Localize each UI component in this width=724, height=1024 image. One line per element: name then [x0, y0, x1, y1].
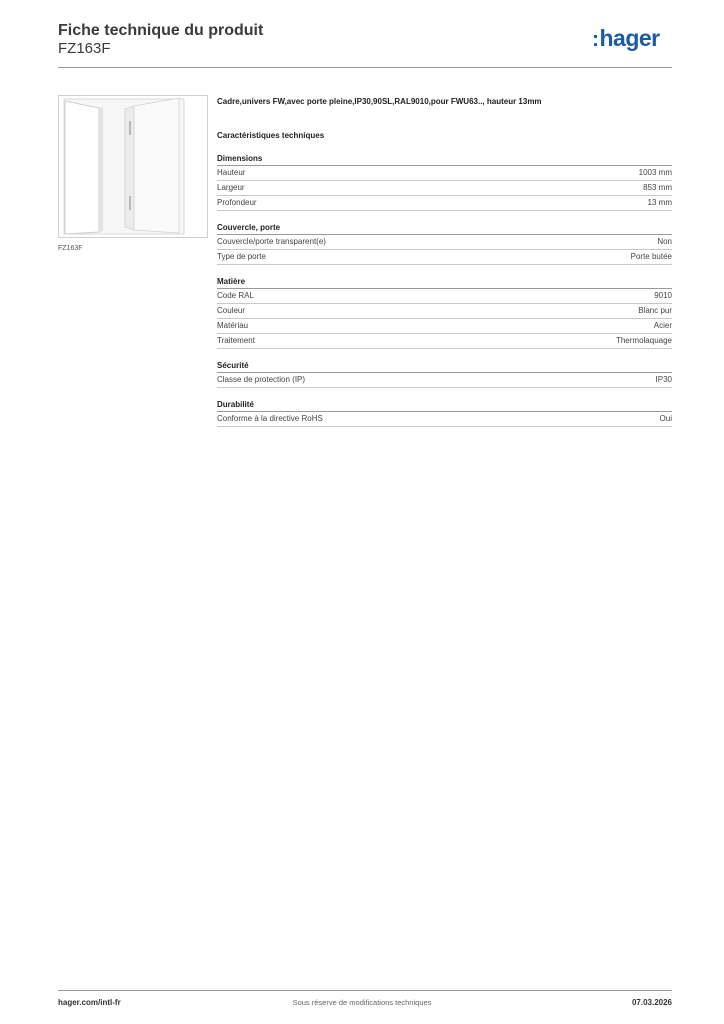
cabinet-illustration: [59, 96, 207, 237]
spec-section: [217, 398, 672, 427]
spec-label: Hauteur: [217, 168, 246, 177]
footer-disclaimer: Sous réserve de modifications techniques: [292, 998, 432, 1007]
spec-value: 1003 mm: [638, 168, 672, 177]
spec-row: [217, 319, 672, 334]
spec-content: [217, 96, 672, 427]
spec-section: [217, 359, 672, 388]
spec-label: Largeur: [217, 183, 245, 192]
footer-website-link[interactable]: hager.com/intl-fr: [58, 998, 121, 1007]
footer-date: 07.03.2026: [631, 998, 672, 1007]
image-caption: FZ163F: [58, 245, 83, 252]
spec-value: Thermolaquage: [615, 336, 672, 345]
spec-value: Blanc pur: [638, 306, 672, 315]
spec-label: Profondeur: [217, 198, 257, 207]
spec-section: [217, 275, 672, 349]
spec-section: [217, 152, 672, 211]
spec-row: [217, 289, 672, 304]
section-title: Dimensions: [217, 152, 672, 166]
spec-row: [217, 412, 672, 427]
header-divider: [58, 67, 672, 68]
spec-value: Oui: [659, 414, 672, 423]
spec-value: Non: [657, 237, 672, 246]
product-reference: FZ163F: [58, 40, 111, 57]
spec-value: Acier: [653, 321, 672, 330]
spec-row: [217, 250, 672, 265]
spec-section: [217, 221, 672, 265]
spec-row: [217, 373, 672, 388]
section-title: Sécurité: [217, 359, 672, 373]
product-image: [58, 95, 208, 238]
spec-value: 9010: [654, 291, 672, 300]
spec-row: [217, 166, 672, 181]
spec-row: [217, 181, 672, 196]
hager-logo: :hager: [592, 25, 660, 51]
spec-label: Code RAL: [217, 291, 254, 300]
section-title: Couvercle, porte: [217, 221, 672, 235]
spec-row: [217, 334, 672, 349]
spec-label: Traitement: [217, 336, 255, 345]
spec-label: Couleur: [217, 306, 246, 315]
spec-sections: [217, 152, 672, 427]
logo-text: hager: [599, 25, 660, 51]
spec-label: Couvercle/porte transparent(e): [217, 237, 326, 246]
product-description: Cadre,univers FW,avec porte pleine,IP30,90SL,RAL9010,pour FWU63.., hauteur 13mm: [217, 97, 542, 106]
spec-label: Matériau: [217, 321, 249, 330]
spec-value: IP30: [655, 375, 672, 384]
spec-row: [217, 235, 672, 250]
spec-value: Porte butée: [630, 252, 672, 261]
section-title: Matière: [217, 275, 672, 289]
spec-row: [217, 196, 672, 211]
footer-divider: [58, 990, 672, 991]
spec-label: Type de porte: [217, 252, 266, 261]
spec-label: Classe de protection (IP): [217, 375, 306, 384]
spec-row: [217, 304, 672, 319]
section-title: Durabilité: [217, 398, 672, 412]
page-title: Fiche technique du produit: [58, 22, 264, 39]
spec-value: 13 mm: [647, 198, 672, 207]
spec-value: 853 mm: [643, 183, 672, 192]
spec-label: Conforme à la directive RoHS: [217, 414, 323, 423]
specs-heading: Caractéristiques techniques: [217, 131, 325, 140]
